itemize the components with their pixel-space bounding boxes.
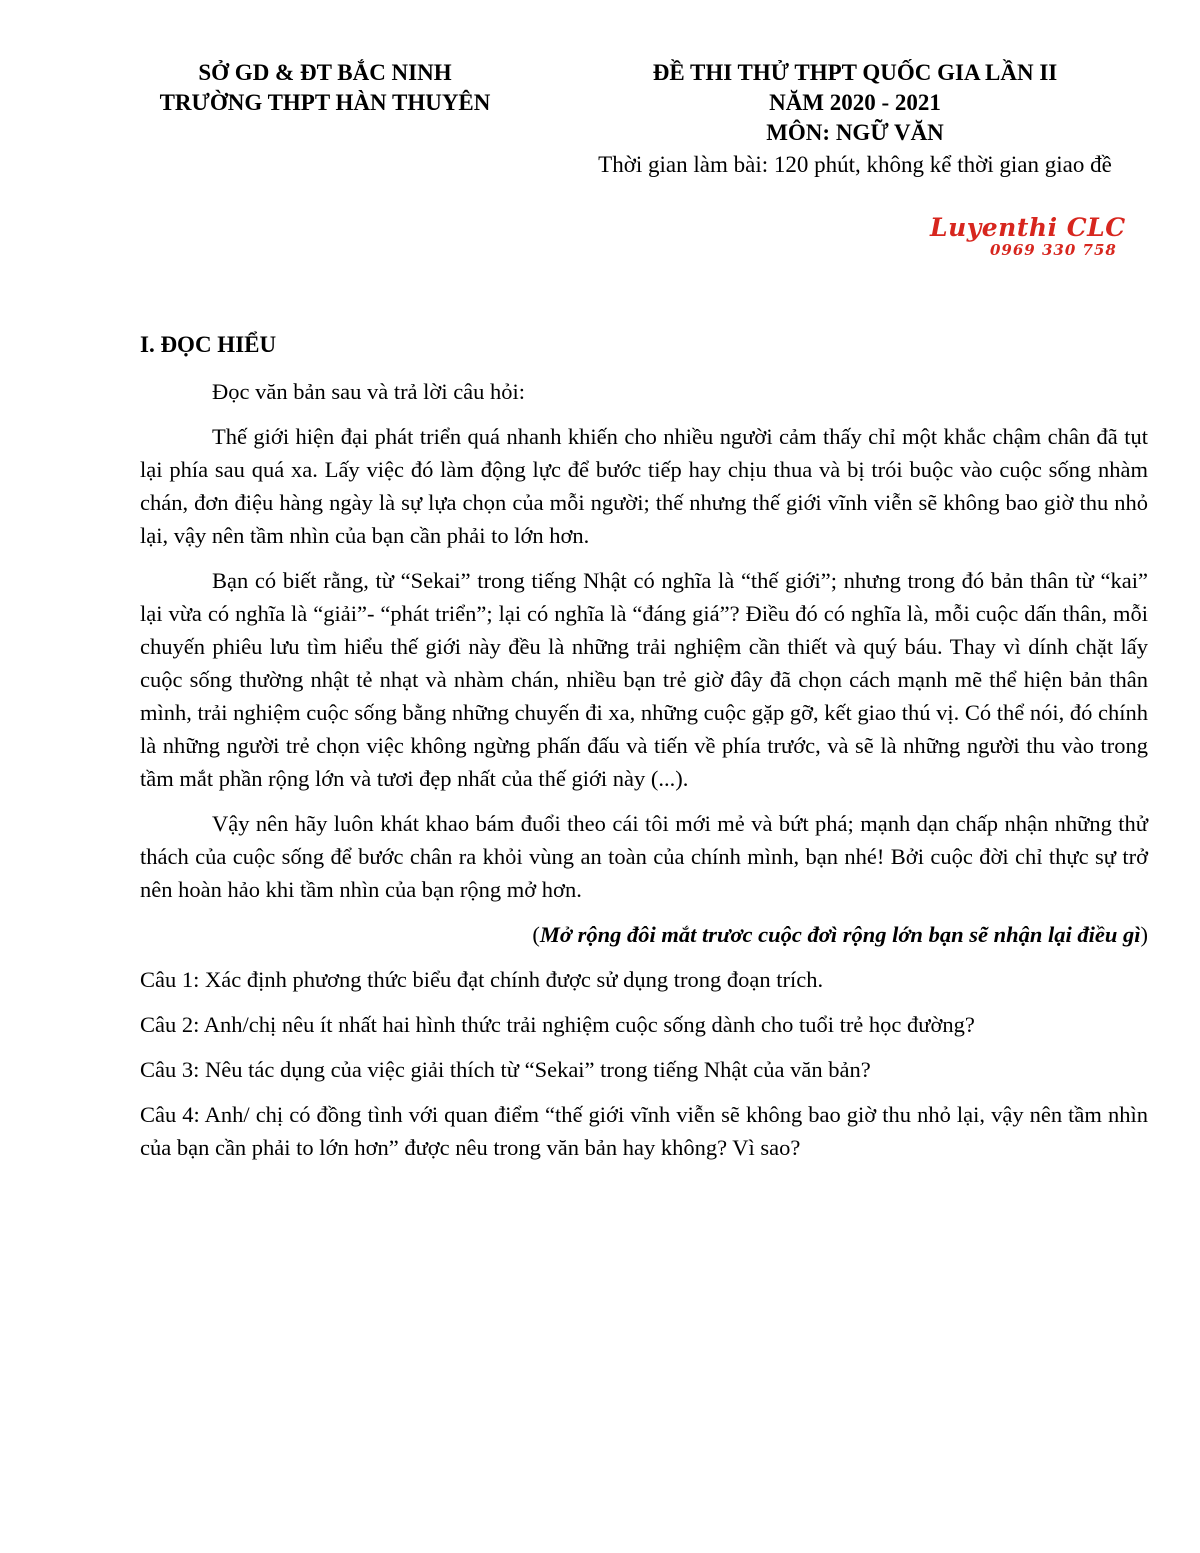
passage-paragraph-3: Vậy nên hãy luôn khát khao bám đuổi theo cái tôi mới mẻ và bứt phá; mạnh dạn chấp nhận những thử thách của cuộc sống để bước chân ra khỏi vùng an toàn của chính mình, bạn nhé! Bởi cuộc đời chỉ thực sự trở nên hoàn hảo khi tầm nhìn của bạn rộng mở hơn.: [140, 811, 1148, 902]
exam-title: ĐỀ THI THỬ THPT QUỐC GIA LẦN II: [652, 60, 1058, 85]
source-close-paren: ): [1140, 922, 1148, 947]
passage-source: [140, 918, 1148, 951]
watermark-logo: [930, 214, 1150, 258]
exam-time: Thời gian làm bài: 120 phút, không kể thời gian giao đề: [598, 152, 1112, 177]
main-content: [140, 328, 1148, 1176]
instruction: Đọc văn bản sau và trả lời câu hỏi:: [212, 379, 526, 404]
source-open-paren: (: [532, 922, 540, 947]
question-4: Câu 4: Anh/ chị có đồng tình với quan điểm “thế giới vĩnh viễn sẽ không bao giờ thu nhỏ lại, vậy nên tầm nhìn của bạn cần phải to lớn hơn” được nêu trong văn bản hay không? Vì sao?: [140, 1102, 1148, 1160]
question-3: Câu 3: Nêu tác dụng của việc giải thích từ “Sekai” trong tiếng Nhật của văn bản?: [140, 1057, 871, 1082]
section-title: I. ĐỌC HIỂU: [140, 332, 277, 357]
exam-subject: MÔN: NGỮ VĂN: [766, 120, 944, 145]
header-right: [560, 58, 1150, 180]
exam-year: NĂM 2020 - 2021: [769, 90, 941, 115]
source-title: Mở rộng đôi mắt trươc cuộc đơì rộng lớn bạn sẽ nhận lại điều gì: [539, 922, 1141, 947]
school-name: TRƯỜNG THPT HÀN THUYÊN: [159, 90, 491, 115]
passage-paragraph-1: Thế giới hiện đại phát triển quá nhanh khiến cho nhiều người cảm thấy chỉ một khắc chậm chân đã tụt lại phía sau quá xa. Lấy việc đó làm động lực để bước tiếp hay chịu thua và bị trói buộc vào cuộc sống nhàm chán, đơn điệu hàng ngày là sự lựa chọn của mỗi người; thế nhưng thế giới vĩnh viễn sẽ không bao giờ thu nhỏ lại, vậy nên tầm nhìn của bạn cần phải to lớn hơn.: [140, 424, 1148, 548]
header-left: [140, 58, 510, 118]
passage-paragraph-2: Bạn có biết rằng, từ “Sekai” trong tiếng Nhật có nghĩa là “thế giới”; nhưng trong đó bản thân từ “kai” lại vừa có nghĩa là “giải”- “phát triển”; lại có nghĩa là “đáng giá”? Điều đó có nghĩa là, mỗi cuộc dấn thân, mỗi chuyến phiêu lưu tìm hiểu thế giới này đều là những trải nghiệm cần thiết và quý báu. Thay vì dính chặt lấy cuộc sống thường nhật tẻ nhạt và nhàm chán, nhiều bạn trẻ giờ đây đã chọn cách mạnh mẽ thể hiện bản thân mình, trải nghiệm cuộc sống bằng những chuyến đi xa, những cuộc gặp gỡ, kết giao thú vị. Có thể nói, đó chính là những người trẻ chọn việc không ngừng phấn đấu và tiến về phía trước, và sẽ là những người thu vào trong tầm mắt phần rộng lớn và tươi đẹp nhất của thế giới này (...).: [140, 568, 1148, 791]
question-2: Câu 2: Anh/chị nêu ít nhất hai hình thức trải nghiệm cuộc sống dành cho tuổi trẻ học đường?: [140, 1012, 975, 1037]
department-name: SỞ GD & ĐT BẮC NINH: [198, 60, 452, 85]
question-1: Câu 1: Xác định phương thức biểu đạt chính được sử dụng trong đoạn trích.: [140, 967, 824, 992]
watermark-name: Luyenthi CLC: [930, 213, 1126, 242]
watermark-phone: 0969 330 758: [990, 241, 1117, 259]
